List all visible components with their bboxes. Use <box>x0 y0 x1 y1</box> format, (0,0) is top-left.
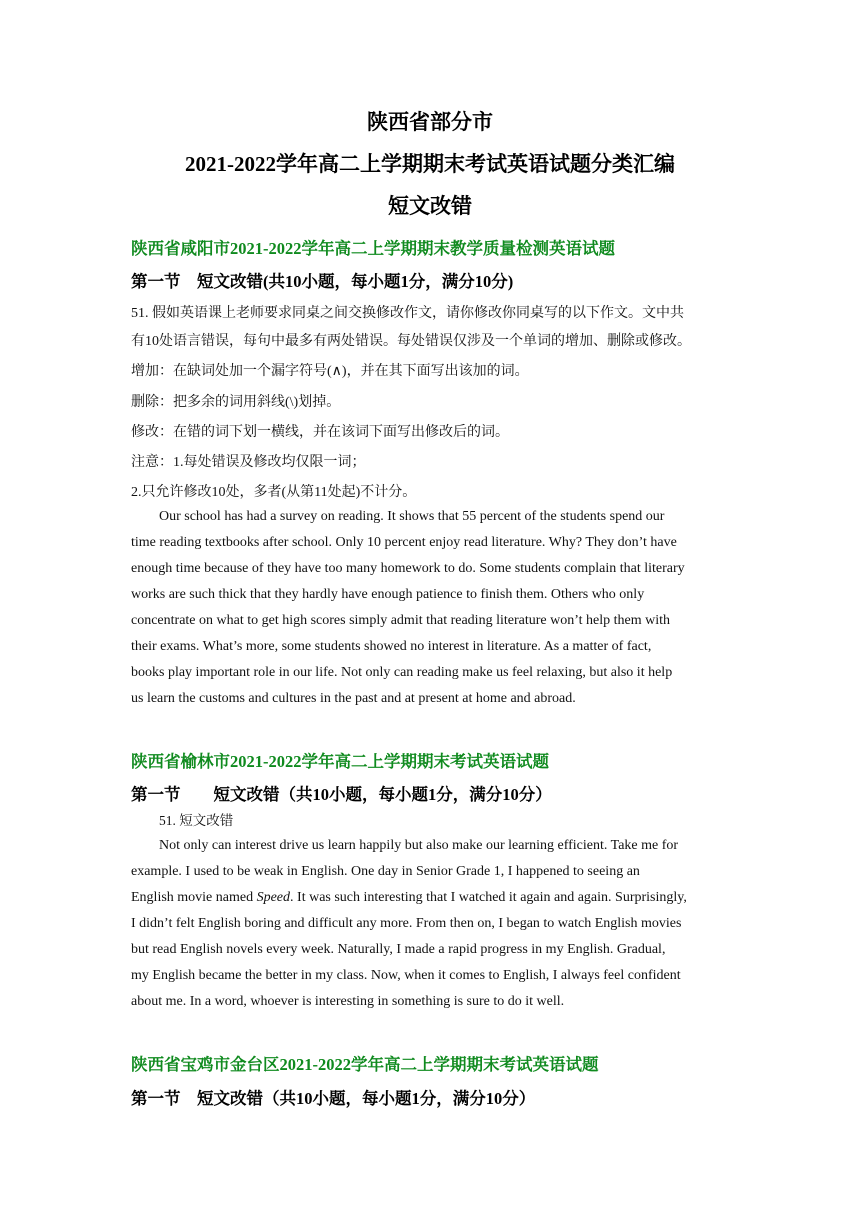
section1-passage-line: enough time because of they have too many homework to do. Some students complain that literary <box>131 561 685 576</box>
section2-passage-line: my English became the better in my class. Now, when it comes to English, I always feel confident <box>131 968 681 983</box>
title-main: 2021-2022学年高二上学期期末考试英语试题分类汇编 <box>185 152 675 176</box>
movie-title: Speed <box>256 890 291 905</box>
title-region: 陕西省部分市 <box>367 110 493 134</box>
section1-subheading: 第一节 短文改错(共10小题，每小题1分，满分10分) <box>131 272 514 291</box>
section1-passage-line: concentrate on what to get high scores simply admit that reading literature won’t help them with <box>131 613 670 628</box>
section2-passage-line: about me. In a word, whoever is interesting in something is sure to do it well. <box>131 994 565 1009</box>
section1-instruction: 删除：把多余的词用斜线(\)划掉。 <box>131 395 341 410</box>
section2-heading: 陕西省榆林市2021-2022学年高二上学期期末考试英语试题 <box>131 752 549 771</box>
title-topic: 短文改错 <box>388 194 472 218</box>
section1-instruction: 2.只允许修改10处，多者(从第11处起)不计分。 <box>131 485 417 500</box>
section1-passage-line: us learn the customs and cultures in the past and at present at home and abroad. <box>131 691 576 706</box>
section1-passage-line: their exams. What’s more, some students showed no interest in literature. As a matter of fact, <box>131 639 652 654</box>
section1-passage-line: books play important role in our life. Not only can reading make us feel relaxing, but also it help <box>131 665 673 680</box>
section1-instruction: 增加：在缺词处加一个漏字符号(∧)，并在其下面写出该加的词。 <box>131 364 529 379</box>
section1-instruction: 修改：在错的词下划一横线，并在该词下面写出修改后的词。 <box>131 425 509 440</box>
section1-passage-line: works are such thick that they hardly have enough patience to finish them. Others who only <box>131 587 645 602</box>
passage-text: English movie named <box>131 890 257 905</box>
section2-subheading: 第一节 短文改错（共10小题，每小题1分，满分10分） <box>131 785 552 804</box>
section2-passage-line: example. I used to be weak in English. One day in Senior Grade 1, I happened to seeing an <box>131 864 640 879</box>
section3-subheading: 第一节 短文改错（共10小题，每小题1分，满分10分） <box>131 1089 536 1108</box>
section1-passage-line: time reading textbooks after school. Only 10 percent enjoy read literature. Why? They don’t have <box>131 535 677 550</box>
section1-instruction: 有10处语言错误，每句中最多有两处错误。每处错误仅涉及一个单词的增加、删除或修改。 <box>131 334 691 349</box>
section2-passage-line: Not only can interest drive us learn happily but also make our learning efficient. Take me for <box>159 838 679 853</box>
section2-passage-line <box>131 890 687 906</box>
passage-text: . It was such interesting that I watched it again and again. Surprisingly, <box>290 890 687 905</box>
section2-passage-line: I didn’t felt English boring and difficult any more. From then on, I began to watch English movies <box>131 916 682 931</box>
section3-heading: 陕西省宝鸡市金台区2021-2022学年高二上学期期末考试英语试题 <box>131 1055 599 1074</box>
section2-passage-line: but read English novels every week. Naturally, I made a rapid progress in my English. Gradual, <box>131 942 666 957</box>
section1-heading: 陕西省咸阳市2021-2022学年高二上学期期末教学质量检测英语试题 <box>131 239 615 258</box>
section1-passage-line: Our school has had a survey on reading. It shows that 55 percent of the students spend our <box>159 509 665 524</box>
section1-instruction: 51. 假如英语课上老师要求同桌之间交换修改作文，请你修改你同桌写的以下作文。文中共 <box>131 306 684 321</box>
section2-question-label: 51. 短文改错 <box>159 813 234 828</box>
section1-instruction: 注意：1.每处错误及修改均仅限一词； <box>131 455 366 470</box>
